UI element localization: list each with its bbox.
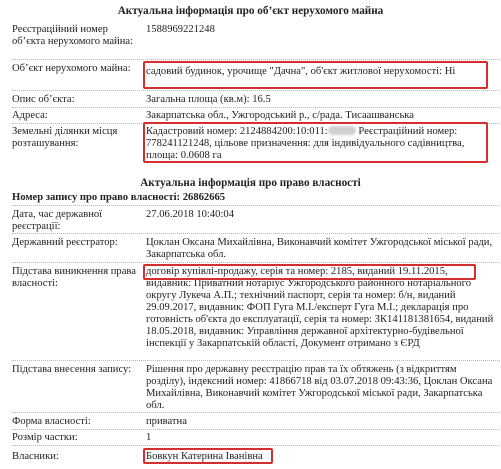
basis-details: видавник: Приватний нотаріус Ужгородського районного нотаріального округу Лукеча А.П.; технічний паспорт, серія та номер: б/н, виданий 29.09.2017, видавник: ФОП Гуга М.І./експерт Гуга М.І.; декларація про готовність об'єкта до експлуатації, серія та номер: ЗК141181381654, виданий 18.05.2018, видавник: Управління державної архітектурно-будівельної інспекції у Закарпатській області, Документ отримано з ЄРД xyxy=(146,278,494,349)
value-object: садовий будинок, урочище "Дачна", об'єкт житлової нерухомості: Ні xyxy=(146,66,456,77)
divider xyxy=(12,205,500,206)
value-entry-basis: Рішення про державну реєстрацію прав та їх обтяжень (з відкриттям розділу), індексний номер: 41866718 від 03.07.2018 09:43:36, Цоклан Оксана Михайлівна, Виконавчий комітет Ужгородської міської ради, Закарпатська обл. xyxy=(146,364,493,411)
value-share-size: 1 xyxy=(146,432,152,443)
divider xyxy=(12,360,500,361)
label-share-size: Розмір частки: xyxy=(12,432,78,443)
land-details: Реєстраційний номер: 778241121248, цільове призначення: для індивідуального садівництва, площа: 0.0608 га xyxy=(146,126,465,161)
redacted-blur xyxy=(328,126,356,135)
label-record-number: Номер запису про право власності: xyxy=(12,192,181,203)
ownership-record-line xyxy=(12,192,492,204)
divider xyxy=(12,107,500,108)
value-ownership-form: приватна xyxy=(146,416,187,427)
value-description: Загальна площа (кв.м): 16.5 xyxy=(146,94,271,105)
label-registration-date: Дата, час державної реєстрації: xyxy=(12,209,103,232)
value-registration-date: 27.06.2018 10:40:04 xyxy=(146,209,234,220)
divider xyxy=(12,262,500,263)
value-reg-number: 1588969221248 xyxy=(146,24,215,35)
divider xyxy=(12,429,500,430)
divider xyxy=(12,123,500,124)
label-entry-basis: Підстава внесення запису: xyxy=(12,364,132,375)
cadastral-number: Кадастровий номер: 2124884200:10:011: xyxy=(146,126,328,137)
value-registrar: Цоклан Оксана Михайлівна, Виконавчий комітет Ужгородської міської ради, Закарпатська обл. xyxy=(146,237,493,260)
label-ownership-basis: Підстава виникнення права власності: xyxy=(12,266,136,289)
value-land-plots xyxy=(146,126,494,162)
divider xyxy=(12,445,500,446)
divider xyxy=(12,59,500,60)
basis-contract: договір купівлі-продажу, серія та номер: 2185, виданий 19.11.2015, xyxy=(146,266,448,277)
value-record-number: 26862665 xyxy=(182,192,226,203)
label-ownership-form: Форма власності: xyxy=(12,416,91,427)
label-land-plots: Земельні ділянки місця розташування: xyxy=(12,126,118,149)
value-address: Закарпатська обл., Ужгородський р., с/рада. Тисаашванська xyxy=(146,110,414,121)
value-ownership-basis xyxy=(146,266,494,350)
value-owners: Бовкун Катерина Іванівна xyxy=(146,451,263,462)
divider xyxy=(12,90,500,91)
section-title-object: Актуальна інформація про об’єкт нерухомого майна xyxy=(117,5,384,17)
label-registrar: Державний реєстратор: xyxy=(12,237,118,248)
section-title-ownership: Актуальна інформація про право власності xyxy=(140,177,361,189)
label-object: Об’єкт нерухомого майна: xyxy=(12,63,131,74)
label-address: Адреса: xyxy=(12,110,48,121)
label-description: Опис об’єкта: xyxy=(12,94,75,105)
divider xyxy=(12,233,500,234)
label-owners: Власники: xyxy=(12,451,59,462)
label-reg-number: Реєстраційний номер об’єкта нерухомого майна: xyxy=(12,24,134,47)
divider xyxy=(12,412,500,413)
